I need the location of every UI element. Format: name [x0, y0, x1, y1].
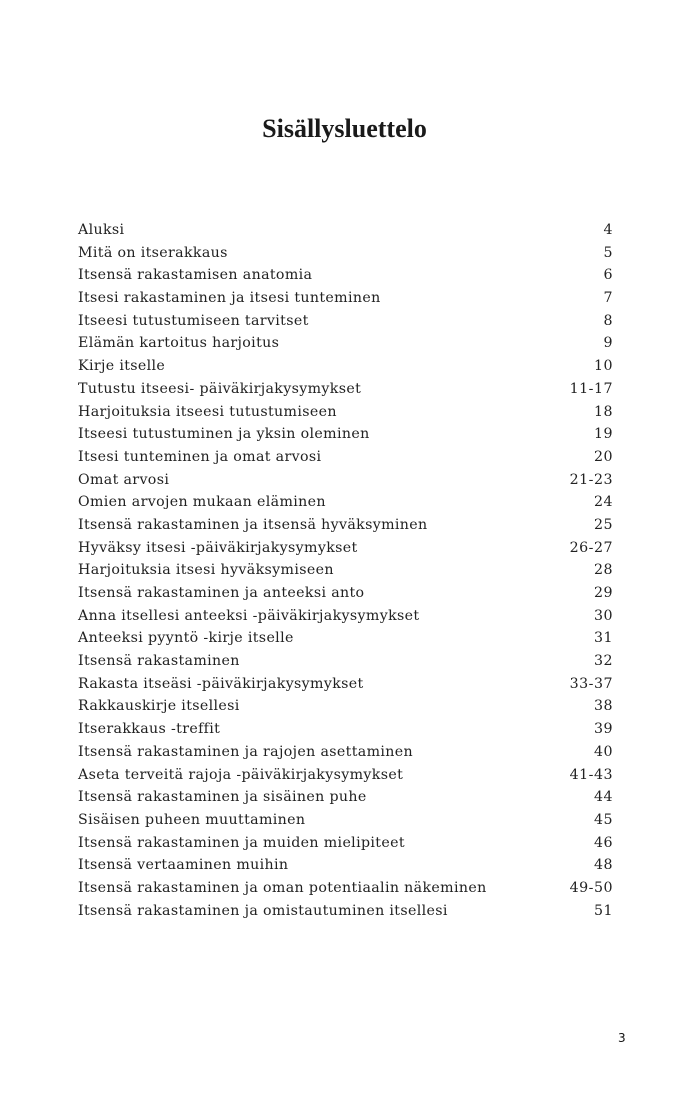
toc-entry: [78, 267, 613, 290]
toc-entry: [78, 744, 613, 767]
toc-entry: [78, 608, 613, 631]
toc-entry: [78, 290, 613, 313]
toc-entry-title: Anna itsellesi anteeksi -päiväkirjakysymykset: [78, 607, 420, 624]
toc-entry: [78, 698, 613, 721]
toc-entry: [78, 721, 613, 744]
page-number: 3: [618, 1031, 626, 1045]
toc-entry-page: 31: [593, 630, 613, 647]
toc-entry-page: 40: [593, 743, 613, 760]
toc-entry-title: Itsensä rakastaminen ja muiden mielipiteet: [78, 834, 405, 851]
toc-entry: [78, 472, 613, 495]
toc-entry-title: Anteeksi pyyntö -kirje itselle: [78, 630, 294, 647]
toc-entry-title: Hyväksy itsesi -päiväkirjakysymykset: [78, 539, 358, 556]
toc-entry-title: Kirje itselle: [78, 358, 166, 375]
toc-entry-title: Itsesi rakastaminen ja itsesi tunteminen: [78, 290, 381, 307]
toc-entry: [78, 789, 613, 812]
toc-entry-title: Itseesi tutustumiseen tarvitset: [78, 312, 309, 329]
toc-entry-page: 24: [593, 494, 613, 511]
toc-entry: [78, 812, 613, 835]
toc-entry-page: 7: [603, 290, 613, 307]
toc-entry-title: Elämän kartoitus harjoitus: [78, 335, 280, 352]
toc-entry-page: 18: [593, 403, 613, 420]
toc-entry-page: 9: [603, 335, 613, 352]
toc-entry: [78, 835, 613, 858]
toc-entry: [78, 426, 613, 449]
toc-entry: [78, 585, 613, 608]
toc-entry-page: 45: [593, 811, 613, 828]
toc-entry-page: 39: [593, 721, 613, 738]
toc-entry-title: Sisäisen puheen muuttaminen: [78, 811, 306, 828]
toc-entry: [78, 630, 613, 653]
toc-entry-title: Itseesi tutustuminen ja yksin oleminen: [78, 426, 370, 443]
toc-entry-title: Itsensä rakastaminen ja sisäinen puhe: [78, 789, 367, 806]
toc-entry-page: 49-50: [569, 879, 613, 896]
toc-entry-title: Mitä on itserakkaus: [78, 244, 228, 261]
toc-entry: [78, 222, 613, 245]
toc-entry: [78, 494, 613, 517]
toc-entry: [78, 653, 613, 676]
toc-entry: [78, 404, 613, 427]
toc-entry: [78, 449, 613, 472]
page-title: Sisällysluettelo: [262, 114, 427, 143]
toc-entry: [78, 562, 613, 585]
toc-entry-title: Omien arvojen mukaan eläminen: [78, 494, 326, 511]
toc-entry-title: Aseta terveitä rajoja -päiväkirjakysymykset: [78, 766, 404, 783]
toc-entry-page: 6: [603, 267, 613, 284]
toc-entry-page: 8: [603, 312, 613, 329]
toc-entry-page: 41-43: [569, 766, 613, 783]
toc-entry-page: 48: [593, 857, 613, 874]
toc-entry-title: Itsensä rakastamisen anatomia: [78, 267, 313, 284]
toc-entry: [78, 335, 613, 358]
toc-entry-page: 21-23: [569, 471, 613, 488]
toc-entry-title: Omat arvosi: [78, 471, 170, 488]
toc-entry-title: Itsensä rakastaminen ja omistautuminen itsellesi: [78, 902, 448, 919]
toc-entry-page: 29: [593, 585, 613, 601]
toc-entry-page: 19: [593, 426, 613, 443]
toc-entry-title: Itserakkaus -treffit: [78, 721, 221, 738]
toc-entry-page: 32: [593, 653, 613, 670]
toc-entry-page: 26-27: [569, 539, 613, 556]
toc-entry-title: Itsensä rakastaminen ja anteeksi anto: [78, 585, 365, 601]
toc-entry-title: Rakkauskirje itsellesi: [78, 698, 240, 715]
toc-entry-page: 11-17: [569, 380, 613, 397]
toc-entry-title: Itsensä rakastaminen ja itsensä hyväksyminen: [78, 516, 428, 533]
toc-entry-title: Itsensä rakastaminen ja rajojen asettaminen: [78, 743, 413, 760]
toc-entry-title: Rakasta itseäsi -päiväkirjakysymykset: [78, 675, 364, 692]
toc-entry-page: 44: [593, 789, 613, 806]
table-of-contents: [78, 222, 613, 925]
toc-entry-page: 30: [593, 607, 613, 624]
toc-entry-page: 51: [593, 902, 613, 919]
toc-entry: [78, 313, 613, 336]
toc-entry: [78, 245, 613, 268]
toc-entry-page: 38: [593, 698, 613, 715]
toc-entry: [78, 903, 613, 926]
toc-entry-page: 4: [603, 222, 613, 238]
toc-entry-page: 10: [593, 358, 613, 375]
toc-entry-title: Itsensä rakastaminen ja oman potentiaalin näkeminen: [78, 879, 487, 896]
toc-entry-title: Tutustu itseesi- päiväkirjakysymykset: [78, 380, 362, 397]
toc-entry: [78, 880, 613, 903]
toc-entry-title: Harjoituksia itseesi tutustumiseen: [78, 403, 337, 420]
toc-entry-page: 20: [593, 448, 613, 465]
toc-entry-title: Itsensä vertaaminen muihin: [78, 857, 289, 874]
toc-entry-page: 5: [603, 244, 613, 261]
toc-entry: [78, 857, 613, 880]
toc-entry: [78, 381, 613, 404]
toc-entry-title: Itsensä rakastaminen: [78, 653, 240, 670]
toc-entry-page: 28: [593, 562, 613, 579]
toc-entry: [78, 358, 613, 381]
toc-entry-title: Harjoituksia itsesi hyväksymiseen: [78, 562, 334, 579]
toc-entry-page: 25: [593, 516, 613, 533]
toc-entry: [78, 540, 613, 563]
toc-entry: [78, 767, 613, 790]
toc-entry-title: Itsesi tunteminen ja omat arvosi: [78, 448, 322, 465]
toc-entry: [78, 676, 613, 699]
toc-entry-title: Aluksi: [78, 222, 125, 238]
toc-entry: [78, 517, 613, 540]
toc-entry-page: 33-37: [569, 675, 613, 692]
toc-entry-page: 46: [593, 834, 613, 851]
